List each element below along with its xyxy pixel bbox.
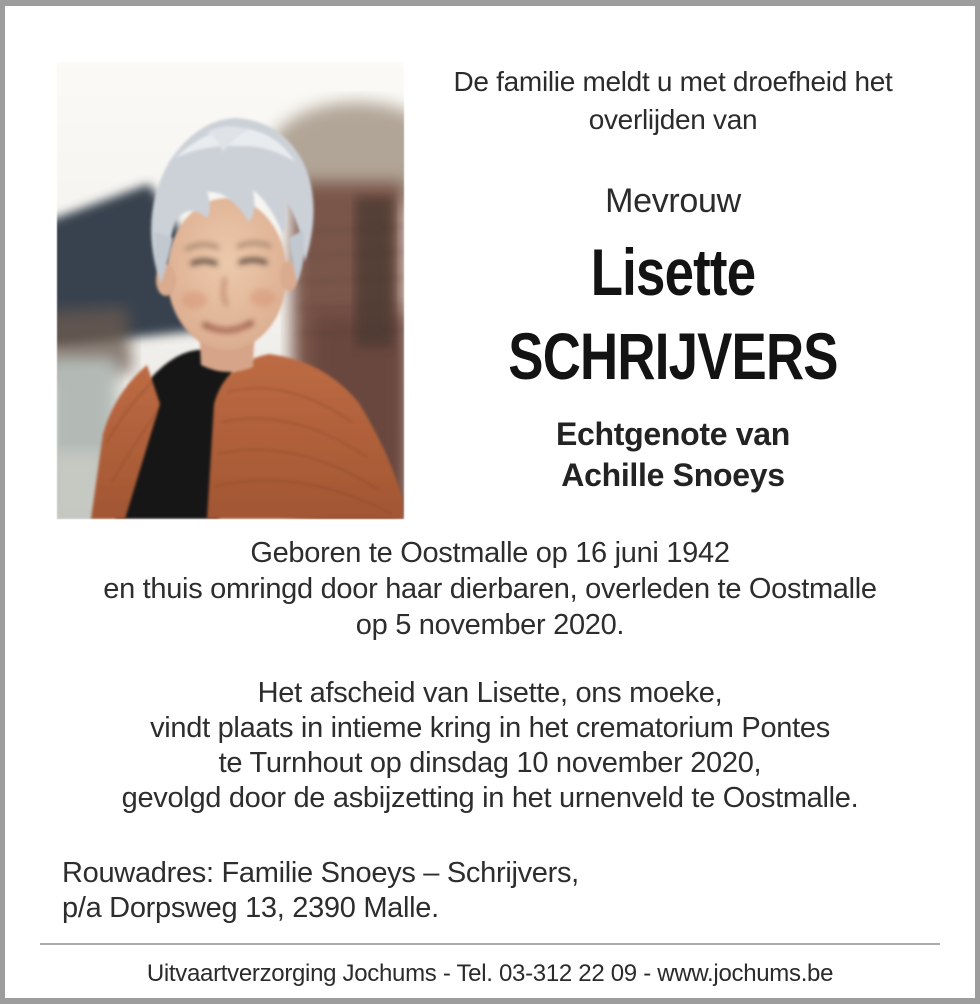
farewell-line-3: te Turnhout op dinsdag 10 november 2020, [218, 747, 762, 779]
salutation: Mevrouw [605, 182, 741, 220]
mourning-address [62, 856, 579, 926]
spouse-info [410, 414, 936, 496]
intro-line-2: overlijden van [588, 104, 758, 135]
life-dates-line-3: op 5 november 2020. [355, 609, 625, 641]
life-dates-line-2: en thuis omringd door haar dierbaren, overleden te Oostmalle [103, 573, 877, 605]
farewell-line-2: vindt plaats in intieme kring in het crematorium Pontes [150, 712, 830, 744]
farewell-line-1: Het afscheid van Lisette, ons moeke, [257, 677, 723, 709]
portrait-photo [57, 62, 404, 519]
footer-divider [40, 943, 940, 945]
spouse-name: Achille Snoeys [561, 457, 785, 493]
deceased-last-name: SCHRIJVERS [508, 319, 838, 393]
life-dates-paragraph [5, 535, 975, 643]
mourning-address-line-2: p/a Dorpsweg 13, 2390 Malle. [62, 892, 439, 924]
life-dates-line-1: Geboren te Oostmalle op 16 juni 1942 [250, 537, 730, 569]
intro-text [410, 63, 936, 139]
portrait-photo-illustration [57, 62, 404, 519]
deceased-first-name: Lisette [590, 235, 756, 309]
intro-line-1: De familie meldt u met droefheid het [453, 66, 893, 97]
funeral-home-footer: Uitvaartverzorging Jochums - Tel. 03-312 22 09 - www.jochums.be [146, 960, 834, 987]
farewell-paragraph [5, 676, 975, 816]
farewell-line-4: gevolgd door de asbijzetting in het urnenveld te Oostmalle. [121, 782, 859, 814]
spouse-intro: Echtgenote van [555, 416, 791, 452]
mourning-address-line-1: Rouwadres: Familie Snoeys – Schrijvers, [62, 857, 579, 889]
deceased-name [410, 230, 936, 398]
